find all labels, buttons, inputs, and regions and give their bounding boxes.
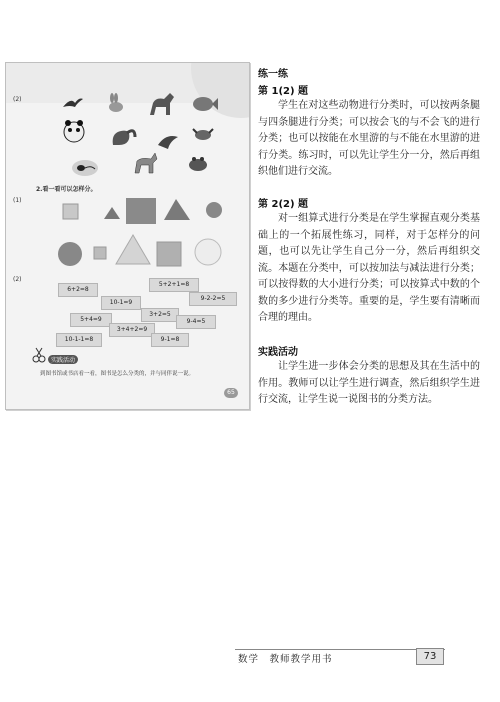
small-triangle-shape xyxy=(104,207,120,219)
part2-label: (2) xyxy=(13,96,22,103)
section-title: 练一练 xyxy=(258,69,288,80)
circle-shape xyxy=(58,242,82,266)
footer-rule xyxy=(235,649,445,650)
triangle-shape xyxy=(164,199,190,220)
large-square-shape xyxy=(126,198,156,224)
q2-title: 第 2(2) 题 xyxy=(258,199,309,210)
expression-card: 9-1=8 xyxy=(151,333,189,347)
expression-card: 6+2=8 xyxy=(58,283,98,297)
square-shape xyxy=(94,247,106,259)
activity-text-guide: 让学生进一步体会分类的思想及其在生活中的作用。教师可以让学生进行调查，然后组织学生进行交流，让学生说一说图书的分类方法。 xyxy=(258,361,480,405)
activity-text: 到图书馆或书店看一看，图书是怎么分类的，并与同伴说一说。 xyxy=(40,371,195,377)
scissors-icon xyxy=(32,347,46,363)
sub2-label: (2) xyxy=(13,276,22,283)
activity-label: 实践活动 xyxy=(48,355,78,364)
footer-title: 数学 教师教学用书 xyxy=(238,654,333,665)
expression-card: 3+4+2=9 xyxy=(109,323,155,337)
expression-card: 9-4=5 xyxy=(176,315,216,329)
small-square-shape xyxy=(63,204,78,219)
activity-title: 实践活动 xyxy=(258,347,298,358)
expression-card: 3+2=5 xyxy=(141,308,179,322)
expression-card: 10-1-1=8 xyxy=(56,333,102,347)
q1-text: 学生在对这些动物进行分类时，可以按两条腿与四条腿进行分类；可以按会飞的与不会飞的进行分类；也可以按能在水里游的与不能在水里游的进行分类。练习时，可以先让学生分一分，然后再组织他们进行交流。 xyxy=(258,100,480,177)
large-circle-shape xyxy=(195,239,221,265)
sub1-label: (1) xyxy=(13,197,22,204)
large-triangle-shape xyxy=(116,235,150,264)
exercise2-title: 2.看一看可以怎样分。 xyxy=(36,186,97,193)
expression-card: 5+4=9 xyxy=(70,313,112,327)
q1-title: 第 1(2) 题 xyxy=(258,86,309,97)
small-circle-shape xyxy=(206,202,222,218)
expression-card: 10-1=9 xyxy=(101,296,141,310)
q2-text: 对一组算式进行分类是在学生掌握直观分类基础上的一个拓展性练习，同样，对于怎样分的问题，也可以先让学生自己分一分，然后再组织交流。本题在分类中，可以按加法与减法进行分类；可以按得数的大小进行分类；可以按算式中数的个数的多少进行分类等。重要的是，学生要有清晰而合理的理由。 xyxy=(258,213,480,323)
gray-square-shape xyxy=(157,242,181,266)
expression-card: 9-2-2=5 xyxy=(189,292,237,306)
page-number: 73 xyxy=(416,648,444,665)
expression-card: 5+2+1=8 xyxy=(149,278,199,292)
textbook-page-number: 65 xyxy=(224,388,238,398)
textbook-page-figure xyxy=(5,62,250,410)
